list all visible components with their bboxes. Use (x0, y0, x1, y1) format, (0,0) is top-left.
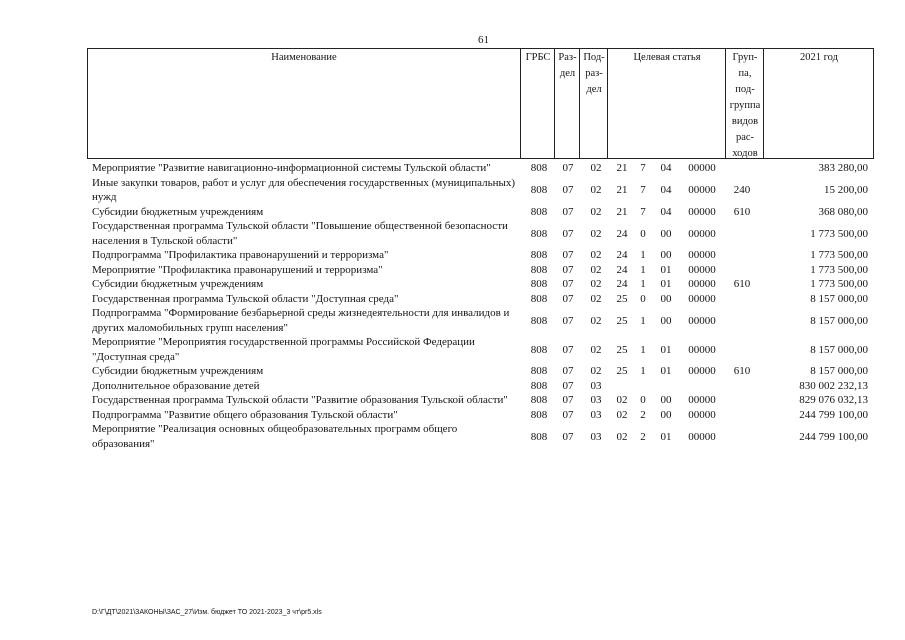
row-name: Субсидии бюджетным учреждениям (92, 205, 264, 218)
row-name: Дополнительное образование детей (92, 379, 260, 392)
row-r: 07 (562, 314, 574, 327)
row-c4: 00000 (688, 430, 716, 443)
row-vr: 610 (733, 365, 751, 378)
table-row (92, 219, 874, 248)
row-pr: 03 (590, 430, 602, 443)
row-c4: 00000 (688, 227, 716, 240)
row-vr (725, 248, 759, 263)
row-grbs: 808 (530, 292, 548, 305)
row-r: 07 (562, 394, 574, 407)
row-pr: 02 (590, 278, 602, 291)
table-row (92, 161, 874, 176)
row-amount: 383 280,00 (818, 162, 868, 175)
row-amount: 1 773 500,00 (810, 278, 868, 291)
row-c1: 02 (616, 408, 628, 421)
row-amount: 244 799 100,00 (799, 430, 868, 443)
row-pr: 02 (590, 365, 602, 378)
row-c4 (680, 379, 724, 394)
row-c2: 0 (640, 394, 646, 407)
row-vr (725, 335, 759, 364)
row-pr: 02 (590, 249, 602, 262)
row-name: Подпрограмма "Развитие общего образования Тульской области" (92, 408, 398, 421)
table-row (92, 379, 874, 394)
row-pr: 02 (590, 263, 602, 276)
row-c4: 00000 (688, 249, 716, 262)
row-r: 07 (562, 227, 574, 240)
row-c4: 00000 (688, 314, 716, 327)
row-name: Мероприятие "Профилактика правонарушений и терроризма" (92, 263, 383, 276)
row-amount: 8 157 000,00 (810, 343, 868, 356)
table-row (92, 277, 874, 292)
row-name: Мероприятие "Мероприятия государственной программы Российской Федерации "Доступная среда" (92, 336, 475, 363)
row-c2: 1 (640, 343, 646, 356)
row-amount: 8 157 000,00 (810, 292, 868, 305)
row-vr: 610 (733, 205, 751, 218)
row-c3: 01 (660, 278, 672, 291)
row-c3: 04 (660, 184, 672, 196)
row-c4: 00000 (688, 263, 716, 276)
row-r: 07 (562, 278, 574, 291)
row-name: Мероприятие "Реализация основных общеобразовательных программ общего образования" (92, 423, 458, 450)
row-pr: 03 (590, 408, 602, 421)
row-vr (725, 263, 759, 278)
row-grbs: 808 (530, 365, 548, 378)
row-amount: 830 002 232,13 (799, 379, 868, 392)
row-r: 07 (562, 343, 574, 356)
row-c1: 02 (616, 430, 628, 443)
row-r: 07 (562, 162, 574, 175)
row-c1: 24 (616, 227, 628, 240)
row-c3: 00 (660, 292, 672, 305)
header-year: 2021 год (763, 49, 874, 158)
row-grbs: 808 (530, 314, 548, 327)
row-name: Государственная программа Тульской области "Развитие образования Тульской области" (92, 394, 508, 406)
table-row (92, 335, 874, 364)
row-amount: 829 076 032,13 (799, 394, 868, 407)
row-amount: 1 773 500,00 (810, 263, 868, 276)
row-r: 07 (562, 184, 574, 196)
table-body (92, 161, 874, 451)
row-c2: 1 (640, 314, 646, 327)
row-grbs: 808 (530, 278, 548, 291)
row-c1: 25 (616, 365, 628, 378)
table-row (92, 393, 874, 408)
header-grbs: ГРБС (520, 49, 555, 158)
row-c2: 2 (640, 408, 646, 421)
row-name: Подпрограмма "Профилактика правонарушений и терроризма" (92, 249, 389, 261)
row-c4: 00000 (688, 343, 716, 356)
row-c2: 1 (640, 278, 646, 291)
row-c1: 25 (616, 343, 628, 356)
row-grbs: 808 (530, 184, 548, 196)
row-name: Государственная программа Тульской области "Повышение общественной безопасности населения в Тульской области" (92, 220, 508, 247)
row-pr: 02 (590, 227, 602, 240)
row-c3: 01 (660, 430, 672, 443)
table-row (92, 306, 874, 335)
header-target: Целевая статья (607, 49, 726, 158)
row-c4: 00000 (688, 408, 716, 421)
row-pr: 02 (590, 292, 602, 305)
row-c3: 04 (660, 162, 672, 175)
row-grbs: 808 (530, 343, 548, 356)
row-name: Субсидии бюджетным учреждениям (92, 365, 264, 377)
row-grbs: 808 (530, 430, 548, 443)
row-vr (725, 393, 759, 408)
row-amount: 1 773 500,00 (810, 249, 868, 262)
table-row (92, 263, 874, 278)
row-grbs: 808 (530, 205, 548, 218)
row-name: Иные закупки товаров, работ и услуг для обеспечения государственных (муниципальных) нужд (92, 176, 516, 203)
row-c1: 21 (616, 162, 628, 175)
row-pr: 03 (590, 379, 602, 392)
row-c2: 1 (640, 249, 646, 262)
row-c3: 01 (660, 365, 672, 378)
row-vr (725, 292, 759, 307)
header-podrazdel: Под- раз- дел (579, 49, 608, 158)
row-name: Субсидии бюджетным учреждениям (92, 278, 264, 290)
row-c3: 00 (660, 227, 672, 240)
row-grbs: 808 (530, 408, 548, 421)
row-r: 07 (562, 292, 574, 305)
row-grbs: 808 (530, 249, 548, 262)
row-c2: 2 (640, 430, 646, 443)
header-name: Наименование (271, 52, 337, 63)
row-name: Подпрограмма "Формирование безбарьерной среды жизнедеятельности для инвалидов и других маломобильных групп населения" (92, 307, 510, 334)
row-c3: 00 (660, 394, 672, 407)
row-c4: 00000 (688, 184, 716, 196)
row-vr: 610 (733, 278, 751, 291)
row-amount: 368 080,00 (818, 205, 868, 218)
row-amount: 1 773 500,00 (810, 227, 868, 240)
row-vr: 240 (733, 184, 751, 196)
row-r: 07 (562, 379, 574, 392)
table-row (92, 292, 874, 307)
row-c1: 24 (616, 249, 628, 262)
row-vr (725, 379, 759, 394)
row-pr: 02 (590, 162, 602, 175)
row-pr: 03 (590, 394, 602, 407)
row-c3: 01 (660, 343, 672, 356)
row-c1: 25 (616, 314, 628, 327)
header-razdel: Раз- дел (554, 49, 580, 158)
table-row (92, 176, 874, 205)
row-grbs: 808 (530, 394, 548, 407)
row-amount: 15 200,00 (824, 184, 868, 196)
row-c1 (611, 379, 633, 394)
header-group: Груп- па, под- группа видов рас- ходов (725, 49, 764, 158)
row-pr: 02 (590, 184, 602, 196)
table-row (92, 248, 874, 263)
row-c3 (654, 379, 678, 394)
row-name: Мероприятие "Развитие навигационно-информационной системы Тульской области" (92, 162, 491, 174)
row-pr: 02 (590, 205, 602, 218)
row-c3: 00 (660, 249, 672, 262)
row-c3: 01 (660, 263, 672, 276)
row-r: 07 (562, 249, 574, 262)
row-c4: 00000 (688, 205, 716, 218)
table-row (92, 422, 874, 451)
table-header (87, 48, 874, 159)
row-grbs: 808 (530, 227, 548, 240)
row-amount: 8 157 000,00 (810, 365, 868, 378)
file-path-footer: D:\Г\ДТ\2021\ЗАКОНЫ\ЗАС_27\Изм. бюджет ТО 2021-2023_3 чт\pr5.xls (92, 609, 322, 616)
row-c1: 24 (616, 263, 628, 276)
table-row (92, 205, 874, 220)
page-number: 61 (478, 34, 489, 46)
row-c3: 00 (660, 314, 672, 327)
row-r: 07 (562, 263, 574, 276)
row-pr: 02 (590, 314, 602, 327)
table-row (92, 364, 874, 379)
row-c1: 25 (616, 292, 628, 305)
row-name: Государственная программа Тульской области "Доступная среда" (92, 292, 399, 305)
row-c4: 00000 (688, 292, 716, 305)
row-vr (725, 408, 759, 423)
row-c1: 21 (616, 184, 628, 196)
row-amount: 244 799 100,00 (799, 408, 868, 421)
row-c2 (636, 379, 650, 394)
row-c1: 24 (616, 278, 628, 291)
row-vr (725, 422, 759, 451)
row-vr (725, 219, 759, 248)
row-c2: 0 (640, 292, 646, 305)
row-vr (725, 306, 759, 335)
row-c4: 00000 (688, 278, 716, 291)
row-c2: 7 (640, 162, 646, 175)
row-r: 07 (562, 408, 574, 421)
row-c1: 02 (616, 394, 628, 407)
row-c2: 0 (640, 227, 646, 240)
row-c2: 1 (640, 263, 646, 276)
row-c1: 21 (616, 205, 628, 218)
row-c3: 04 (660, 205, 672, 218)
row-r: 07 (562, 430, 574, 443)
row-c3: 00 (660, 408, 672, 421)
row-r: 07 (562, 365, 574, 378)
row-grbs: 808 (530, 263, 548, 276)
row-c4: 00000 (688, 394, 716, 407)
row-r: 07 (562, 205, 574, 218)
row-vr (725, 161, 759, 176)
row-amount: 8 157 000,00 (810, 314, 868, 327)
row-c2: 7 (640, 184, 646, 196)
row-c4: 00000 (688, 365, 716, 378)
row-c4: 00000 (688, 162, 716, 175)
row-grbs: 808 (530, 379, 548, 392)
table-row (92, 408, 874, 423)
row-pr: 02 (590, 343, 602, 356)
row-grbs: 808 (530, 162, 548, 175)
row-c2: 7 (640, 205, 646, 218)
row-c2: 1 (640, 365, 646, 378)
